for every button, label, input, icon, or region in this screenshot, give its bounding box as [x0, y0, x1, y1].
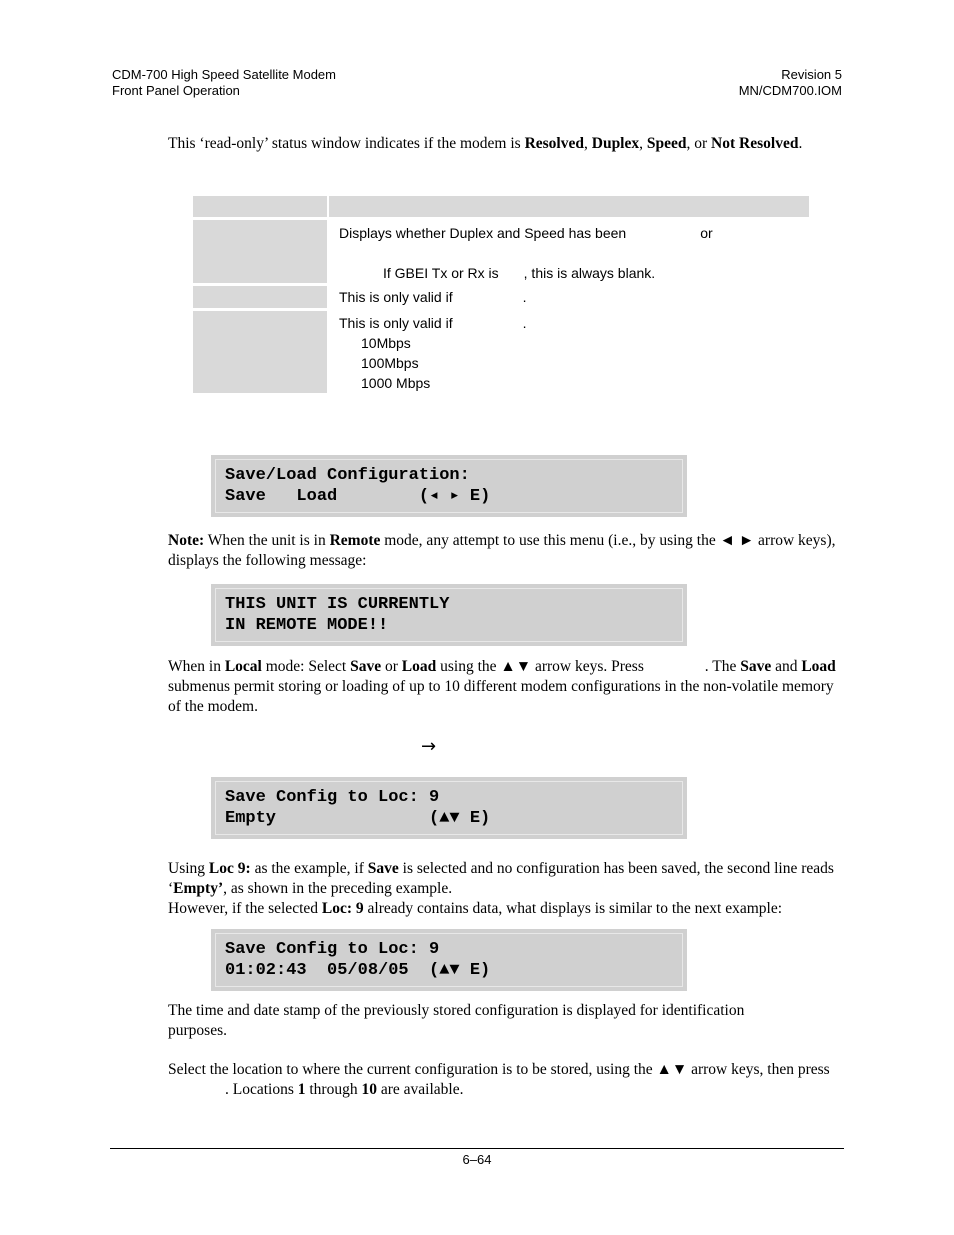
- using-loc-paragraph: Using Loc 9: as the example, if Save is selected and no configuration has been saved, the second line reads ‘Empty’, as shown in the preceding example. However, if the selected Loc: 9 already contains data, what displays is similar to the next example:: [168, 860, 834, 917]
- header-right: [739, 67, 842, 99]
- table-row: This is only valid if .: [193, 285, 809, 310]
- speed-option: 100Mbps: [361, 355, 419, 371]
- status-table: [193, 196, 809, 393]
- select-location-paragraph: Select the location to where the current configuration is to be stored, using the ▲▼ arrow keys, then press . Locations 1 through 10 are available.: [168, 1061, 830, 1098]
- header-title: CDM-700 High Speed Satellite Modem: [112, 67, 336, 82]
- header-revision: Revision 5: [781, 67, 842, 82]
- speed-option: 10Mbps: [361, 335, 411, 351]
- footer-divider: [110, 1148, 844, 1149]
- intro-paragraph: This ‘read-only’ status window indicates if the modem is Resolved, Duplex, Speed, or Not Resolved.: [168, 135, 803, 152]
- arrow-right-icon: →: [421, 736, 437, 757]
- page-number: 6–64: [462, 1152, 492, 1167]
- speed-option: 1000 Mbps: [361, 375, 431, 391]
- table-row: This is only valid if . 10Mbps 100Mbps 1000 Mbps: [193, 310, 809, 394]
- header-section: Front Panel Operation: [112, 83, 240, 98]
- timestamp-paragraph: The time and date stamp of the previously stored configuration is displayed for identification purposes.: [168, 1002, 745, 1039]
- header-doc-number: MN/CDM700.IOM: [738, 83, 842, 98]
- lcd-remote-mode-message: THIS UNIT IS CURRENTLY IN REMOTE MODE!!: [211, 584, 687, 646]
- lcd-save-config-empty: Save Config to Loc: 9 Empty (▲▼ E): [211, 777, 687, 839]
- lcd-save-config-timestamp: Save Config to Loc: 9 01:02:43 05/08/05 (▲▼ E): [211, 929, 687, 991]
- lcd-save-load-menu: Save/Load Configuration: Save Load (◂ ▸ E): [211, 455, 687, 517]
- table-row: Displays whether Duplex and Speed has been or If GBEI Tx or Rx is , this is always blank.: [193, 219, 809, 285]
- header-left: [112, 67, 336, 99]
- local-mode-paragraph: When in Local mode: Select Save or Load using the ▲▼ arrow keys. Press . The Save and Load submenus permit storing or loading of up to 10 different modem configurations in the non-volatile memory of the modem.: [168, 658, 836, 715]
- note-paragraph: Note: When the unit is in Remote mode, any attempt to use this menu (i.e., by using the ◄ ► arrow keys), displays the following message:: [168, 532, 836, 569]
- table-header-row: [193, 196, 809, 219]
